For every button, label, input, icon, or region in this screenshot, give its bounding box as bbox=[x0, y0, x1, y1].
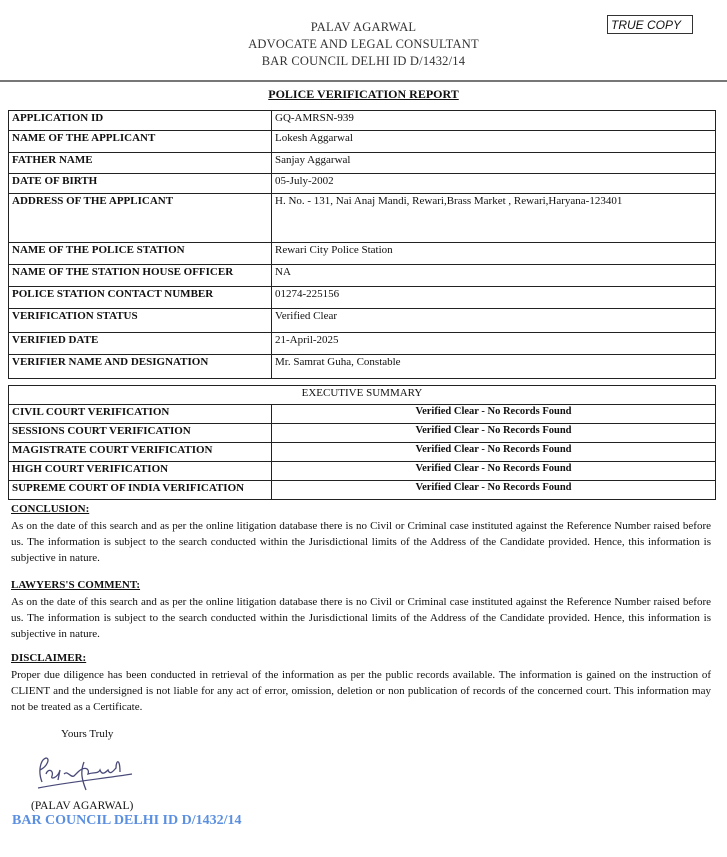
details-label: ADDRESS OF THE APPLICANT bbox=[9, 194, 272, 243]
disclaimer-section bbox=[11, 649, 711, 715]
summary-row bbox=[9, 443, 716, 462]
summary-label: SUPREME COURT OF INDIA VERIFICATION bbox=[9, 481, 272, 500]
signatory-name: (PALAV AGARWAL) bbox=[31, 800, 134, 812]
details-row bbox=[9, 309, 716, 333]
details-value: NA bbox=[272, 265, 716, 287]
details-row bbox=[9, 265, 716, 287]
details-row bbox=[9, 131, 716, 153]
details-label: NAME OF THE APPLICANT bbox=[9, 131, 272, 153]
summary-label: MAGISTRATE COURT VERIFICATION bbox=[9, 443, 272, 462]
report-title: POLICE VERIFICATION REPORT bbox=[268, 87, 459, 101]
details-label: NAME OF THE POLICE STATION bbox=[9, 243, 272, 265]
details-label: FATHER NAME bbox=[9, 153, 272, 174]
details-label: VERIFICATION STATUS bbox=[9, 309, 272, 333]
details-value: H. No. - 131, Nai Anaj Mandi, Rewari,Brass Market , Rewari,Haryana-123401 bbox=[272, 194, 716, 243]
details-value: Lokesh Aggarwal bbox=[272, 131, 716, 153]
summary-row bbox=[9, 424, 716, 443]
details-table bbox=[8, 110, 716, 379]
details-value: GQ-AMRSN-939 bbox=[272, 111, 716, 131]
details-value: Verified Clear bbox=[272, 309, 716, 333]
summary-label: HIGH COURT VERIFICATION bbox=[9, 462, 272, 481]
details-value: Rewari City Police Station bbox=[272, 243, 716, 265]
advocate-name: PALAV AGARWAL bbox=[310, 20, 417, 34]
summary-row bbox=[9, 462, 716, 481]
disclaimer-text: Proper due diligence has been conducted in retrieval of the information as per the public records available. The information is gained on the instruction of CLIENT and the undersigned is not liable for any act of error, omission, deletion or non publication of records of the concerned court. This information may not be treated as a Certificate. bbox=[11, 669, 711, 713]
summary-row bbox=[9, 481, 716, 500]
details-label: APPLICATION ID bbox=[9, 111, 272, 131]
details-row bbox=[9, 153, 716, 174]
closing: Yours Truly bbox=[61, 728, 114, 740]
advocate-role: ADVOCATE AND LEGAL CONSULTANT bbox=[248, 37, 479, 51]
signature-image bbox=[28, 752, 138, 794]
lawyers-comment-heading: LAWYERS'S COMMENT: bbox=[11, 579, 141, 591]
summary-label: SESSIONS COURT VERIFICATION bbox=[9, 424, 272, 443]
executive-summary-table bbox=[8, 385, 716, 500]
details-row bbox=[9, 111, 716, 131]
details-row bbox=[9, 287, 716, 309]
signatory-bar-id: BAR COUNCIL DELHI ID D/1432/14 bbox=[12, 813, 242, 828]
disclaimer-heading: DISCLAIMER: bbox=[11, 652, 87, 664]
details-value: Sanjay Aggarwal bbox=[272, 153, 716, 174]
details-label: NAME OF THE STATION HOUSE OFFICER bbox=[9, 265, 272, 287]
conclusion-section bbox=[11, 500, 711, 566]
details-row bbox=[9, 194, 716, 243]
details-label: VERIFIED DATE bbox=[9, 333, 272, 355]
details-value: 05-July-2002 bbox=[272, 174, 716, 194]
summary-label: CIVIL COURT VERIFICATION bbox=[9, 405, 272, 424]
details-value: Mr. Samrat Guha, Constable bbox=[272, 355, 716, 379]
true-copy-stamp: TRUE COPY bbox=[607, 15, 693, 34]
details-label: DATE OF BIRTH bbox=[9, 174, 272, 194]
header-divider bbox=[0, 80, 727, 82]
details-row bbox=[9, 355, 716, 379]
executive-summary-heading: EXECUTIVE SUMMARY bbox=[9, 386, 716, 405]
summary-value: Verified Clear - No Records Found bbox=[272, 462, 716, 481]
details-value: 01274-225156 bbox=[272, 287, 716, 309]
details-row bbox=[9, 243, 716, 265]
summary-value: Verified Clear - No Records Found bbox=[272, 443, 716, 462]
summary-value: Verified Clear - No Records Found bbox=[272, 424, 716, 443]
details-row bbox=[9, 333, 716, 355]
summary-row bbox=[9, 405, 716, 424]
details-label: VERIFIER NAME AND DESIGNATION bbox=[9, 355, 272, 379]
header-bar-id: BAR COUNCIL DELHI ID D/1432/14 bbox=[261, 54, 466, 68]
summary-value: Verified Clear - No Records Found bbox=[272, 405, 716, 424]
lawyers-comment-section bbox=[11, 576, 711, 642]
details-row bbox=[9, 174, 716, 194]
lawyers-comment-text: As on the date of this search and as per the online litigation database there is no Civil or Criminal case instituted against the Reference Number raised before us. The information is subject to the search conducted within the Jurisdictional limits of the Address of the Candidate provided. Hence, this information is subjective in nature. bbox=[11, 596, 711, 640]
summary-value: Verified Clear - No Records Found bbox=[272, 481, 716, 500]
details-label: POLICE STATION CONTACT NUMBER bbox=[9, 287, 272, 309]
details-value: 21-April-2025 bbox=[272, 333, 716, 355]
conclusion-text: As on the date of this search and as per the online litigation database there is no Civil or Criminal case instituted against the Reference Number raised before us. The information is subject to the search conducted within the Jurisdictional limits of the Address of the Candidate provided. Hence, this information is subjective in nature. bbox=[11, 520, 711, 564]
conclusion-heading: CONCLUSION: bbox=[11, 503, 90, 515]
